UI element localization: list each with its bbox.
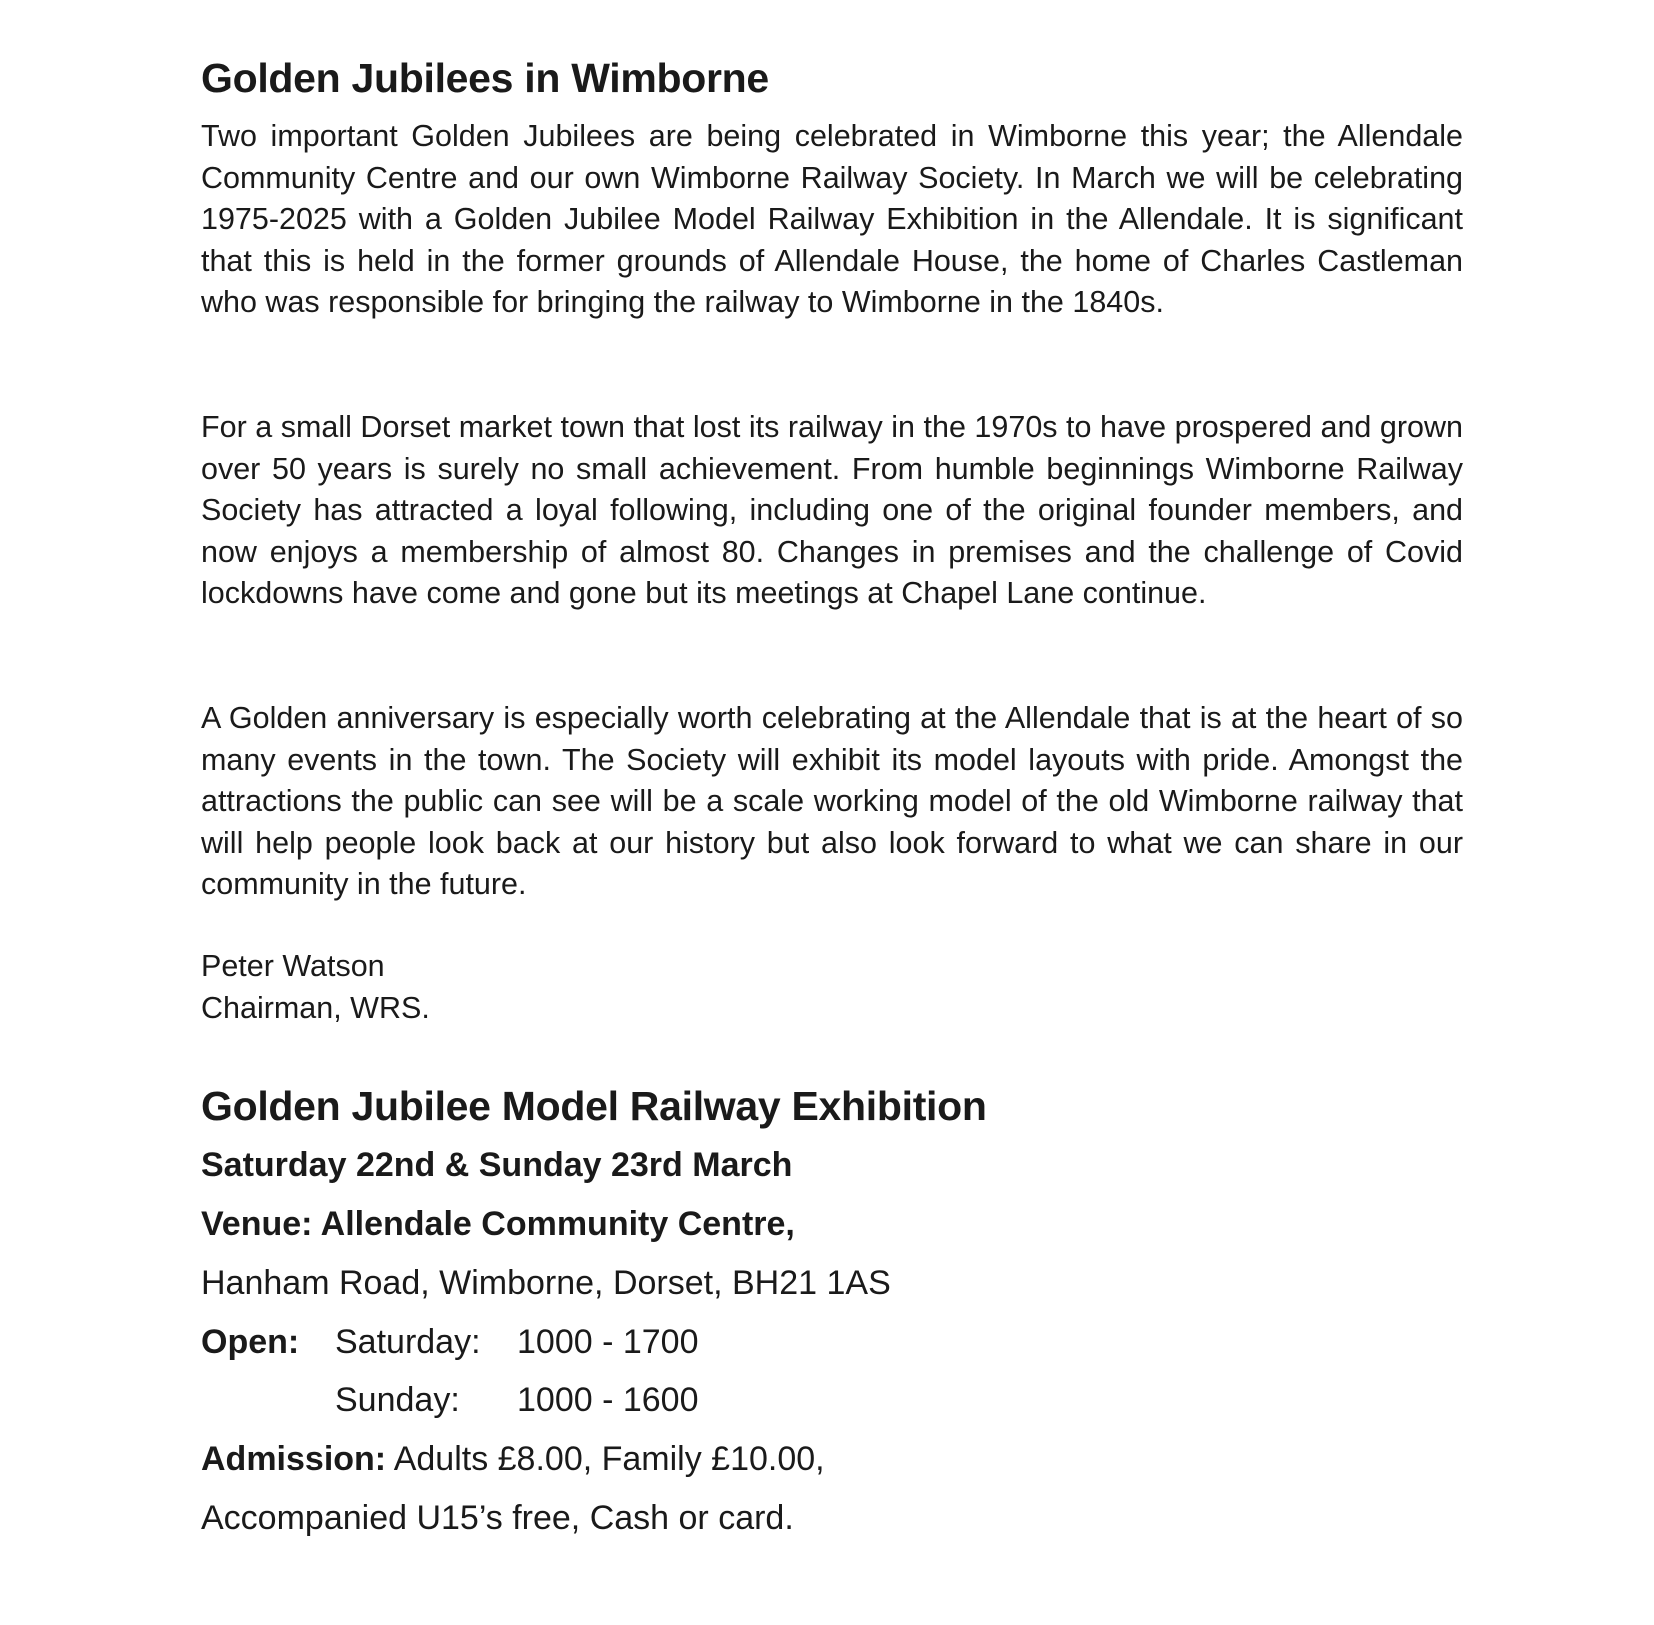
admission-label: Admission: (201, 1440, 387, 1478)
exhibition-title: Golden Jubilee Model Railway Exhibition (201, 1083, 987, 1129)
signature-role: Chairman, WRS. (201, 991, 430, 1025)
admission-prices: Adults £8.00, Family £10.00, (393, 1440, 825, 1478)
saturday-label: Saturday: (335, 1323, 481, 1361)
article-paragraph-1: Two important Golden Jubilees are being celebrated in Wimborne this year; the Allendale Community Centre and our own Wimborne Railway Society. In March we will be celebrating 1975-2025 with a Golden Jubilee Model Railway Exhibition in the Allendale. It is significant that this is held in the former grounds of Allendale House, the home of Charles Castleman who was responsible for bringing the railway to Wimborne in the 1840s. (201, 119, 1463, 320)
exhibition-venue: Venue: Allendale Community Centre, (201, 1205, 795, 1243)
sunday-hours: 1000 - 1600 (517, 1381, 699, 1419)
article-paragraph-3: A Golden anniversary is especially worth celebrating at the Allendale that is at the heart of so many events in the town. The Society will exhibit its model layouts with pride. Amongst the attractions the public can see will be a scale working model of the old Wimborne railway that will help people look back at our history but also look forward to what we can share in our community in the future. (201, 701, 1463, 902)
exhibition-address: Hanham Road, Wimborne, Dorset, BH21 1AS (201, 1264, 891, 1302)
saturday-hours: 1000 - 1700 (517, 1323, 699, 1361)
opening-times-saturday (201, 1318, 699, 1366)
signature-name: Peter Watson (201, 949, 385, 983)
exhibition-dates: Saturday 22nd & Sunday 23rd March (201, 1146, 793, 1184)
article-title: Golden Jubilees in Wimborne (201, 55, 769, 101)
sunday-label: Sunday: (335, 1381, 460, 1419)
admission-line (201, 1435, 825, 1483)
article-paragraph-2: For a small Dorset market town that lost its railway in the 1970s to have prospered and grown over 50 years is surely no small achievement. From humble beginnings Wimborne Railway Society has attracted a loyal following, including one of the original founder members, and now enjoys a membership of almost 80. Changes in premises and the challenge of Covid lockdowns have come and gone but its meetings at Chapel Lane continue. (201, 410, 1463, 611)
admission-details: Accompanied U15’s free, Cash or card. (201, 1499, 794, 1537)
open-label: Open: (201, 1323, 300, 1361)
